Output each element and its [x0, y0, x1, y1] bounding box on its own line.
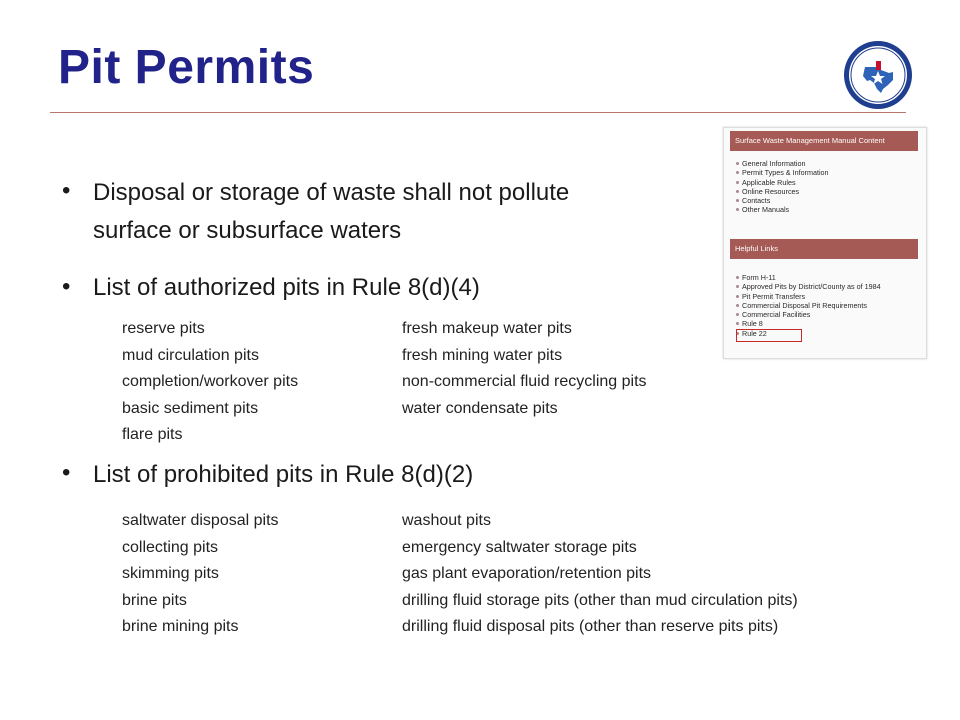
manual-link[interactable]: Permit Types & Information — [742, 168, 829, 178]
pit-name: reserve pits — [122, 320, 205, 337]
manual-content-list — [742, 159, 829, 215]
bullet-marker: • — [62, 273, 71, 300]
helpful-link[interactable]: Approved Pits by District/County as of 1984 — [742, 282, 881, 292]
bullet-pollution-line1: Disposal or storage of waste shall not pollute — [93, 179, 570, 206]
manual-content-header: Surface Waste Management Manual Content — [730, 131, 918, 151]
pit-name: flare pits — [122, 426, 183, 443]
manual-link[interactable]: General Information — [742, 159, 829, 168]
bullet-prohibited-pits: List of prohibited pits in Rule 8(d)(2) — [93, 461, 474, 488]
pit-name: washout pits — [402, 512, 491, 529]
manual-link[interactable]: Other Manuals — [742, 205, 829, 214]
bullet-authorized-pits: List of authorized pits in Rule 8(d)(4) — [93, 274, 480, 301]
helpful-link[interactable]: Rule 22 — [742, 329, 881, 338]
helpful-link-rule-8[interactable]: Rule 8 — [742, 319, 881, 328]
slide-title: Pit Permits — [58, 41, 315, 94]
bullet-marker: • — [62, 459, 71, 486]
pit-name: non-commercial fluid recycling pits — [402, 373, 647, 390]
rule-8-highlight — [736, 329, 802, 342]
manual-link[interactable]: Applicable Rules — [742, 178, 829, 187]
website-sidebar-screenshot — [723, 127, 927, 359]
pit-name: emergency saltwater storage pits — [402, 538, 637, 556]
pit-name: fresh makeup water pits — [402, 320, 572, 337]
railroad-commission-seal-icon — [843, 40, 913, 110]
manual-link[interactable]: Online Resources — [742, 187, 829, 196]
pit-name: completion/workover pits — [122, 373, 299, 390]
helpful-link[interactable]: Commercial Disposal Pit Requirements — [742, 301, 881, 310]
helpful-link[interactable]: Pit Permit Transfers — [742, 292, 881, 301]
pit-name: brine mining pits — [122, 618, 239, 635]
pit-name: skimming pits — [122, 565, 219, 582]
pit-name: drilling fluid storage pits (other than mud circulation pits) — [402, 591, 798, 609]
manual-link[interactable]: Contacts — [742, 196, 829, 205]
bullet-pollution-line2: surface or subsurface waters — [93, 217, 402, 244]
pit-name: water condensate pits — [402, 399, 558, 417]
bullet-marker: • — [62, 177, 71, 204]
helpful-links-header: Helpful Links — [730, 239, 918, 259]
pit-name: mud circulation pits — [122, 346, 259, 364]
title-divider — [50, 112, 906, 113]
pit-name: saltwater disposal pits — [122, 512, 279, 529]
helpful-link[interactable]: Form H-11 — [742, 273, 881, 282]
pit-name: gas plant evaporation/retention pits — [402, 565, 652, 582]
helpful-link[interactable]: Commercial Facilities — [742, 310, 881, 319]
pit-name: brine pits — [122, 591, 187, 609]
pit-name: drilling fluid disposal pits (other than reserve pits pits) — [402, 618, 779, 635]
pit-name: basic sediment pits — [122, 399, 259, 417]
pit-name: collecting pits — [122, 538, 219, 556]
pit-name: fresh mining water pits — [402, 346, 563, 364]
